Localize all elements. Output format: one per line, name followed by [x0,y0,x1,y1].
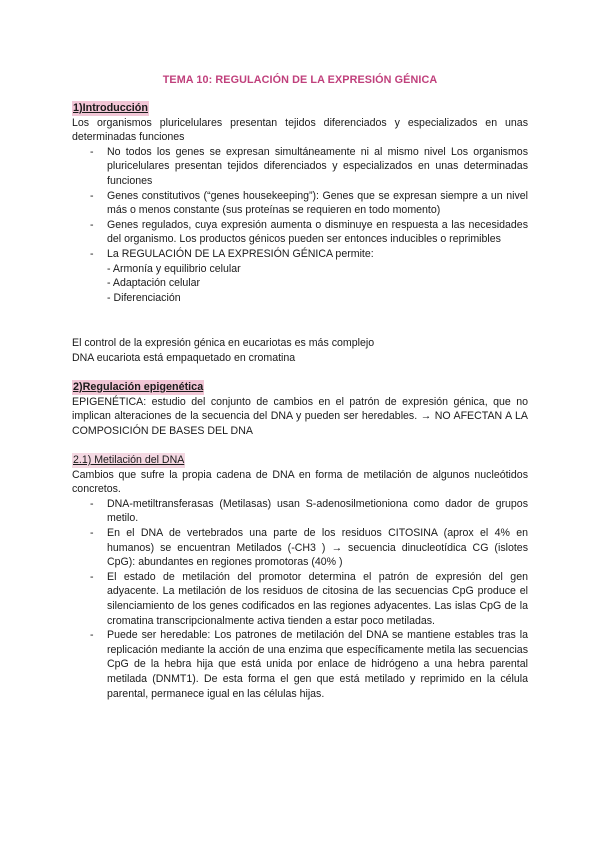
metilacion-bullet-list [72,497,528,701]
list-item: - Genes constitutivos (“genes housekeeping”): Genes que se expresan siempre a un nivel más o menos constante (sus proteínas se requieren en todo momento) [72,189,528,218]
section-introduccion [72,101,528,305]
section-heading-epigenetica: 2)Regulación epigenética [73,381,204,393]
section-metilacion-dna [72,453,528,701]
epigenetica-paragraph: EPIGENÉTICA: estudio del conjunto de cambios en el patrón de expresión génica, que no implican alteraciones de la secuencia del DNA y pueden ser heredables. → NO AFECTAN A LA COMPOSICIÓN DE BASES DEL DNA [72,395,528,437]
sub-item: - Diferenciación [107,291,181,304]
list-item: - La REGULACIÓN DE LA EXPRESIÓN GÉNICA permite: [72,247,528,262]
section-regulacion-epigenetica [72,380,528,438]
list-item: - Puede ser heredable: Los patrones de metilación del DNA se mantiene estables tras la replicación mediante la acción de una enzima que específicamente metila las secuencias CpG de la hebra hija que está unida por enlace de hidrógeno a una hebra parental metilada (DNMT1). De esta forma el gen que está metilado y reprimido en la célula parental, permanece igual en las células hijas. [72,628,528,701]
eukaryote-notes [72,336,528,365]
sub-item: - Armonía y equilibrio celular [107,262,241,275]
sub-item: - Adaptación celular [107,277,201,290]
intro-paragraph: Los organismos pluricelulares presentan tejidos diferenciados y especializados en unas determinadas funciones [72,116,528,144]
document-title: TEMA 10: REGULACIÓN DE LA EXPRESIÓN GÉNICA [162,74,438,86]
list-item: - El estado de metilación del promotor determina el patrón de expresión del gen adyacente. La metilación de los residuos de citosina de las secuencias CpG produce el silenciamiento de los genes codificados en las regiones adyacentes. Las islas CpG de la cromatina transcripcionalmente activa tienden a estar poco metiladas. [72,570,528,628]
metilacion-intro: Cambios que sufre la propia cadena de DNA en forma de metilación de algunos nucleótidos concretos. [72,468,528,496]
section-heading-introduccion: 1)Introducción [73,102,148,114]
list-item: - En el DNA de vertebrados una parte de los residuos CITOSINA (aprox el 4% en humanos) se encuentran Metilados (-CH3 ) → secuencia dinucleotídica CG (islotes CpG): abundantes en regiones promotoras (40% ) [72,526,528,570]
list-item: - DNA-metiltransferasas (Metilasas) usan S-adenosilmetioniona como dador de grupos metilo. [72,497,528,526]
intro-bullet-list [72,145,528,262]
list-item: - No todos los genes se expresan simultáneamente ni al mismo nivel Los organismos pluricelulares presentan tejidos diferenciados y especializados en unas determinadas funciones [72,145,528,189]
note-paragraph: El control de la expresión génica en eucariotas es más complejo [72,337,375,349]
list-item: - Genes regulados, cuya expresión aumenta o disminuye en respuesta a las necesidades del organismo. Los productos génicos pueden ser entonces inducibles o reprimibles [72,218,528,247]
note-paragraph: DNA eucariota está empaquetado en cromatina [72,351,296,364]
subsection-heading-metilacion: 2.1) Metilación del DNA [73,454,185,466]
